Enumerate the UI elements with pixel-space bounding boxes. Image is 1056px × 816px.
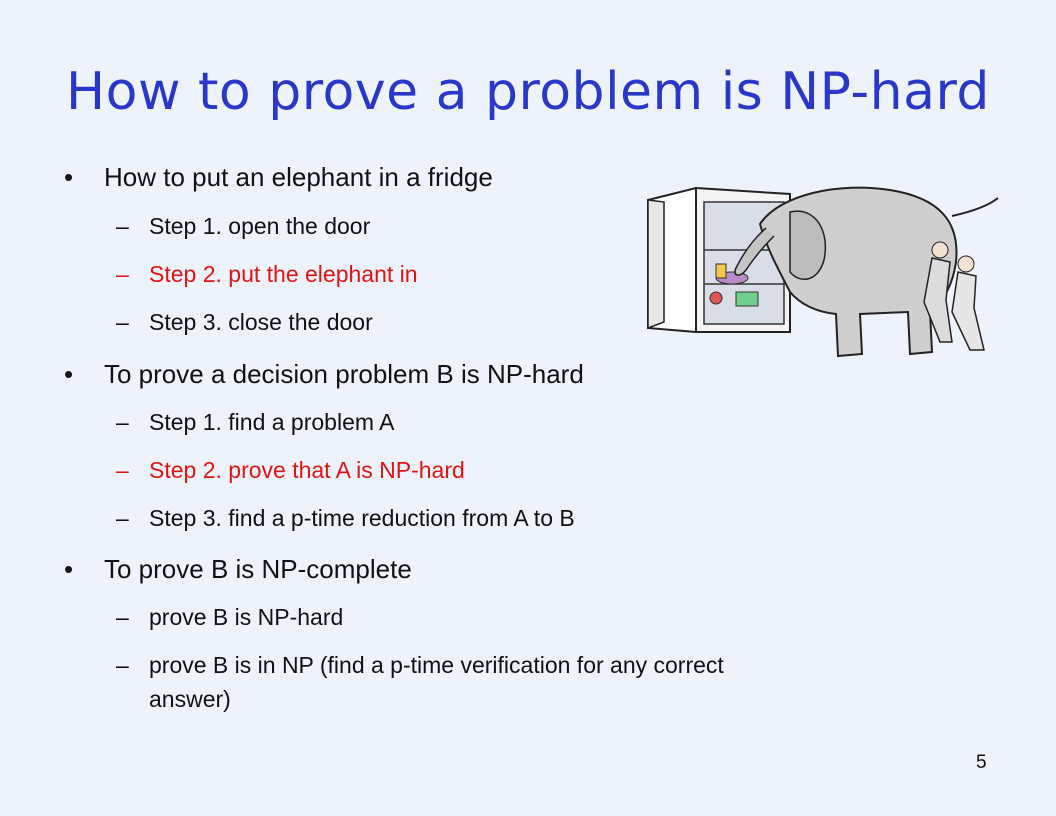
sub-item [116, 309, 373, 336]
sub-item [116, 648, 886, 716]
sub-item-text: Step 1. find a problem A [149, 409, 395, 435]
sub-item-text: Step 2. put the elephant in [149, 261, 418, 287]
sub-item-highlight [116, 457, 465, 484]
sub-item-text: prove B is in NP (find a p-time verification for any correct [149, 652, 724, 678]
sub-item [116, 213, 370, 240]
bullet-dot: • [64, 162, 74, 192]
elephant-in-fridge-icon [640, 172, 1002, 367]
bullet-np-hard [64, 359, 584, 390]
sub-item-text: Step 3. close the door [149, 309, 373, 335]
page-title: How to prove a problem is NP-hard [66, 62, 990, 122]
dash-glyph: – [116, 309, 129, 335]
sub-item-text: Step 3. find a p-time reduction from A to B [149, 505, 575, 531]
sub-item [116, 409, 395, 436]
dash-glyph: – [116, 409, 129, 435]
bullet-text: How to put an elephant in a fridge [104, 162, 493, 192]
page-number: 5 [976, 752, 987, 773]
sub-item [116, 604, 343, 631]
bullet-elephant-fridge [64, 162, 493, 193]
dash-glyph: – [116, 604, 129, 630]
dash-glyph: – [116, 505, 129, 531]
bullet-np-complete [64, 554, 412, 585]
sub-item-text: Step 2. prove that A is NP-hard [149, 457, 465, 483]
sub-item-text: Step 1. open the door [149, 213, 371, 239]
bullet-text: To prove B is NP-complete [104, 554, 412, 584]
dash-glyph: – [116, 457, 129, 483]
sub-item-highlight [116, 261, 418, 288]
bullet-dot: • [64, 359, 74, 389]
bullet-text: To prove a decision problem B is NP-hard [104, 359, 584, 389]
sub-item-text: prove B is NP-hard [149, 604, 344, 630]
bullet-dot: • [64, 554, 74, 584]
dash-glyph: – [116, 261, 129, 287]
dash-glyph: – [116, 213, 129, 239]
dash-glyph: – [116, 652, 129, 678]
sub-item [116, 505, 575, 532]
sub-item-text-continued: answer) [149, 686, 231, 712]
